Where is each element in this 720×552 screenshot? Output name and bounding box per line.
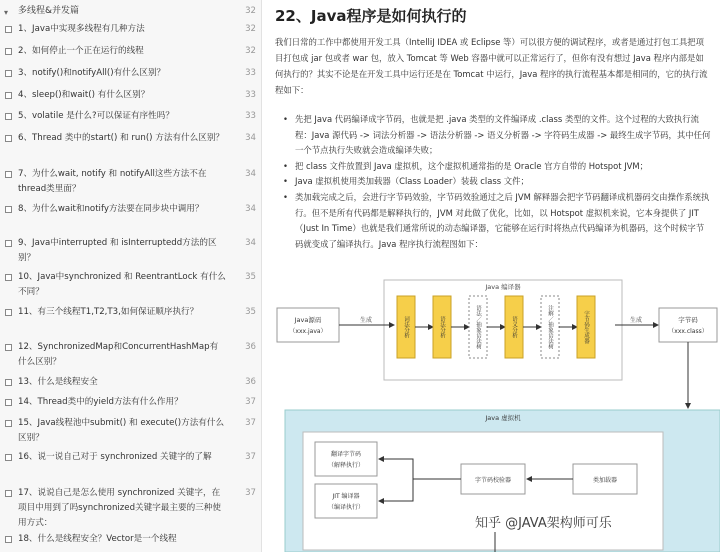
toc-item-label: 15、Java线程池中submit() 和 execute()方法有什么区别？ xyxy=(18,418,225,443)
toc-bullet-icon xyxy=(5,26,12,33)
translate-sub: （解释执行） xyxy=(327,462,365,469)
jvm-title: Java 虚拟机 xyxy=(485,414,521,422)
toc-item-label: 5、volatile 是什么?可以保证有序性吗？ xyxy=(18,111,174,121)
toc-page-number: 33 xyxy=(245,68,256,78)
document-page xyxy=(263,0,720,552)
watermark: 知乎 @JAVA架构师可乐 xyxy=(475,516,612,531)
toc-bullet-icon xyxy=(5,490,12,497)
compiler-step-label: 注解／抽象语法树 xyxy=(547,305,553,349)
toc-page-number: 37 xyxy=(245,488,256,498)
toc-item[interactable] xyxy=(0,532,262,547)
toc-item-label: 14、Thread类中的yield方法有什么作用？ xyxy=(18,397,183,407)
generate-label: 生成 xyxy=(629,317,643,324)
toc-page-number: 32 xyxy=(245,6,256,16)
toc-page-number: 32 xyxy=(245,46,256,56)
compiler-step-label: 词法分析 xyxy=(403,316,409,338)
toc-page-number: 34 xyxy=(245,169,256,179)
compiler-step-label: 字节码生成器 xyxy=(583,310,589,344)
translate-label: 翻译字节码 xyxy=(330,451,362,458)
toc-page-number: 36 xyxy=(245,377,256,387)
jit-box xyxy=(315,484,377,518)
toc-item[interactable] xyxy=(0,305,262,335)
toc-bullet-icon xyxy=(5,379,12,386)
source-sub: （xxx.java） xyxy=(289,328,327,335)
list-item: • Java 虚拟机使用类加载器（Class Loader）装载 class 文件； xyxy=(283,174,711,190)
toc-section-label: 多线程&并发篇 xyxy=(18,6,80,16)
toc-item[interactable] xyxy=(0,88,262,103)
toc-bullet-icon xyxy=(5,171,12,178)
jit-label: JIT 编译器 xyxy=(332,493,360,500)
toc-item[interactable] xyxy=(0,167,262,197)
toc-section-header[interactable] xyxy=(0,0,262,22)
toc-item[interactable] xyxy=(0,395,262,410)
toc-bullet-icon xyxy=(5,454,12,461)
bytecode-label: 字节码 xyxy=(678,316,698,324)
toc-bullet-icon xyxy=(5,536,12,543)
toc-bullet-icon xyxy=(5,274,12,281)
page-title: 22、Java程序是如何执行的 xyxy=(275,7,467,25)
toc-item-label: 4、sleep()和wait() 有什么区别？ xyxy=(18,90,150,100)
jit-sub: （编译执行） xyxy=(327,504,365,511)
toc-item[interactable] xyxy=(0,202,262,232)
toc-bullet-icon xyxy=(5,48,12,55)
chevron-down-icon[interactable]: ▾ xyxy=(4,8,9,17)
toc-bullet-icon xyxy=(5,135,12,142)
toc-item[interactable] xyxy=(0,416,262,446)
list-item: • 先把 Java 代码编译成字节码，也就是把 .java 类型的文件编译成 .class 类型的文件。这个过程的大致执行流程：Java 源代码 -> 词法分析器 -> 语法分析器 -> 语义分析器 -> 字符码生成器 -> 最终生成字节码，其中任何一个节点执行失败就会造成编译失败； xyxy=(283,112,711,159)
toc-item-label: 9、Java中interrupted 和 isInterruptedd方法的区别？ xyxy=(18,238,217,263)
intro-paragraph: 我们日常的工作中都使用开发工具（IntelliJ IDEA 或 Eclipse 等）可以很方便的调试程序，或者是通过打包工具把项目打包成 jar 包或者 war 包，放入 Tomcat 等 Web 容器中就可以正常运行了，但你有没有想过 Java 程序内部是如何执行的？其实不论是在开发工具中运行还是在 Tomcat 中运行，Java 程序的执行流程基本都是相同的，它的执行流程如下： xyxy=(275,37,708,95)
bytecode-box xyxy=(659,308,717,342)
toc-item[interactable] xyxy=(0,270,262,300)
toc-bullet-icon xyxy=(5,240,12,247)
toc-page-number: 37 xyxy=(245,418,256,428)
toc-page-number: 36 xyxy=(245,342,256,352)
toc-sidebar xyxy=(0,0,262,552)
toc-item-label: 17、说说自己是怎么使用 synchronized 关键字，在项目中用到了吗synchronized关键字最主要的三种使用方式： xyxy=(18,488,221,528)
toc-item-label: 18、什么是线程安全？Vector是一个线程 xyxy=(18,534,177,544)
toc-item[interactable] xyxy=(0,22,262,37)
loader-label: 类加载器 xyxy=(592,477,618,484)
toc-item-label: 11、有三个线程T1,T2,T3,如何保证顺序执行？ xyxy=(18,307,199,317)
toc-page-number: 37 xyxy=(245,452,256,462)
compiler-step-label: 语义分析 xyxy=(511,316,517,338)
toc-item[interactable] xyxy=(0,131,262,161)
toc-item[interactable] xyxy=(0,486,262,530)
toc-item[interactable] xyxy=(0,66,262,81)
toc-bullet-icon xyxy=(5,206,12,213)
toc-item[interactable] xyxy=(0,109,262,124)
toc-item-label: 10、Java中synchronized 和 ReentrantLock 有什么不同？ xyxy=(18,272,226,297)
list-item: • 把 class 文件放置到 Java 虚拟机，这个虚拟机通常指的是 Oracle 官方自带的 Hotspot JVM； xyxy=(283,159,711,175)
translate-box xyxy=(315,442,377,476)
toc-page-number: 32 xyxy=(245,24,256,34)
toc-item-label: 2、如何停止一个正在运行的线程 xyxy=(18,46,144,56)
toc-item[interactable] xyxy=(0,340,262,370)
compiler-title: Java 编译器 xyxy=(485,283,521,291)
compiler-step-label: 语法分析 xyxy=(439,316,445,338)
toc-bullet-icon xyxy=(5,113,12,120)
toc-item[interactable] xyxy=(0,450,262,480)
toc-item-label: 12、SynchronizedMap和ConcurrentHashMap有什么区别？ xyxy=(18,342,219,367)
toc-item-label: 6、Thread 类中的start() 和 run() 方法有什么区别？ xyxy=(18,133,225,143)
bytecode-sub: （xxx.class） xyxy=(668,328,708,335)
toc-page-number: 37 xyxy=(245,397,256,407)
source-label: Java源码 xyxy=(294,316,322,324)
toc-item-label: 1、Java中实现多线程有几种方法 xyxy=(18,24,145,34)
generate-label: 生成 xyxy=(359,317,373,324)
toc-item[interactable] xyxy=(0,236,262,266)
source-box xyxy=(277,308,339,342)
toc-page-number: 33 xyxy=(245,90,256,100)
bullet-list xyxy=(283,112,711,252)
toc-item-label: 13、什么是线程安全 xyxy=(18,377,98,387)
toc-page-number: 34 xyxy=(245,204,256,214)
toc-page-number: 34 xyxy=(245,238,256,248)
toc-page-number: 35 xyxy=(245,272,256,282)
toc-item-label: 3、notify()和notifyAll()有什么区别？ xyxy=(18,68,166,78)
verifier-label: 字节码校验器 xyxy=(474,477,512,484)
toc-item[interactable] xyxy=(0,375,262,390)
toc-bullet-icon xyxy=(5,70,12,77)
toc-bullet-icon xyxy=(5,309,12,316)
java-execution-flow-diagram xyxy=(263,268,720,552)
toc-item[interactable] xyxy=(0,44,262,59)
list-item: • 类加载完成之后，会进行字节码效验，字节码效验通过之后 JVM 解释器会把字节码翻译成机器码交由操作系统执行。但不是所有代码都是解释执行的，JVM 对此做了优化，比如，以 Hotspot 虚拟机来说，它本身提供了 JIT（Just In Time）也就是我们通常所说的动态编译器，它能够在运行时将热点代码编译为机器码，这个时候字节码就变成了编译执行。Java 程序执行流程图如下： xyxy=(283,190,711,252)
toc-bullet-icon xyxy=(5,92,12,99)
toc-page-number: 35 xyxy=(245,307,256,317)
toc-bullet-icon xyxy=(5,420,12,427)
toc-item-label: 16、说一说自己对于 synchronized 关键字的了解 xyxy=(18,452,212,462)
toc-item-label: 7、为什么wait, notify 和 notifyAll这些方法不在thread类里面？ xyxy=(18,169,207,194)
toc-bullet-icon xyxy=(5,344,12,351)
toc-page-number: 34 xyxy=(245,133,256,143)
toc-bullet-icon xyxy=(5,399,12,406)
toc-page-number: 33 xyxy=(245,111,256,121)
toc-item-label: 8、为什么wait和notify方法要在同步块中调用？ xyxy=(18,204,204,214)
compiler-step-label: 语法／抽象语法树 xyxy=(475,305,481,349)
